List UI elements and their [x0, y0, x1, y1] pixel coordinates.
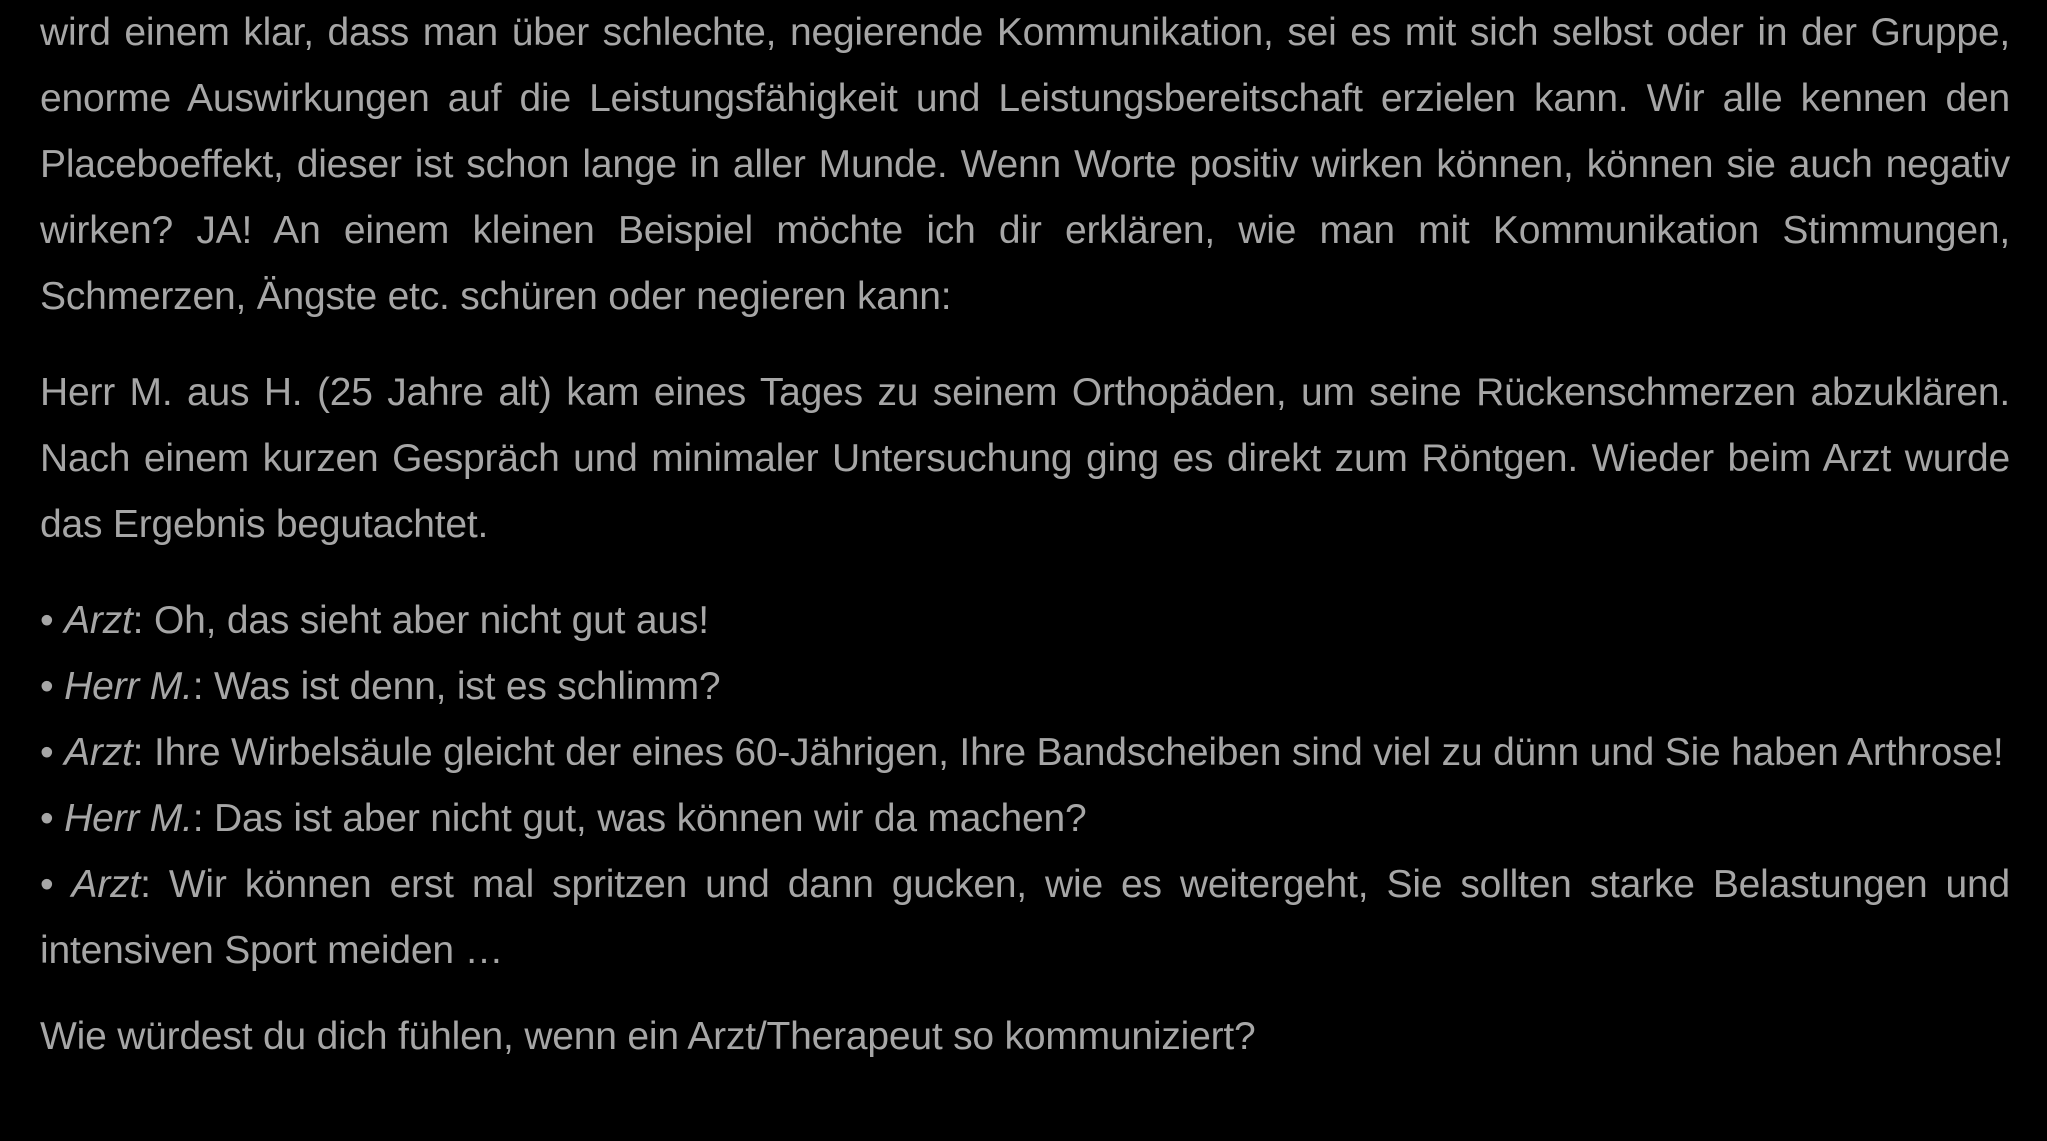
bullet-icon: • — [40, 599, 54, 642]
dialog-separator: : — [132, 731, 144, 774]
dialog-speaker: Herr M. — [64, 797, 193, 840]
dialog-speaker: Herr M. — [64, 665, 193, 708]
dialog-separator: : — [132, 599, 144, 642]
bullet-icon: • — [40, 863, 54, 906]
dialog-separator: : — [192, 797, 204, 840]
dialog-line: Oh, das sieht aber nicht gut aus! — [153, 599, 709, 642]
dialog-line: Das ist aber nicht gut, was können wir da machen? — [213, 797, 1087, 840]
bullet-icon: • — [40, 797, 54, 840]
dialog-line: Wir können erst mal spritzen und dann gucken, wie es weitergeht, Sie sollten starke Belastungen und intensiven Sport meiden … — [40, 863, 2010, 972]
dialog-line: Was ist denn, ist es schlimm? — [213, 665, 721, 708]
dialog-item-4 — [40, 786, 2010, 852]
dialog-speaker: Arzt — [64, 599, 133, 642]
bullet-icon: • — [40, 665, 54, 708]
dialog-separator: : — [192, 665, 204, 708]
story-paragraph: Herr M. aus H. (25 Jahre alt) kam eines Tages zu seinem Orthopäden, um seine Rückenschmerzen abzuklären. Nach einem kurzen Gespräch und minimaler Untersuchung ging es direkt zum Röntgen. Wieder beim Arzt wurde das Ergebnis begutachtet. — [40, 371, 2010, 546]
dialog-list — [40, 588, 2010, 984]
dialog-speaker: Arzt — [71, 863, 141, 906]
dialog-speaker: Arzt — [64, 731, 133, 774]
dialog-separator: : — [140, 863, 151, 906]
intro-paragraph: wird einem klar, dass man über schlechte, negierende Kommunikation, sei es mit sich selbst oder in der Gruppe, enorme Auswirkungen auf die Leistungsfähigkeit und Leistungsbereitschaft erzielen kann. Wir alle kennen den Placeboeffekt, dieser ist schon lange in aller Munde. Wenn Worte positiv wirken können, können sie auch negativ wirken? JA! An einem kleinen Beispiel möchte ich dir erklären, wie man mit Kommunikation Stimmungen, Schmerzen, Ängste etc. schüren oder negieren kann: — [40, 11, 2010, 318]
dialog-item-3 — [40, 720, 2010, 786]
dialog-item-1 — [40, 588, 2010, 654]
dialog-item-5 — [40, 852, 2010, 984]
bullet-icon: • — [40, 731, 54, 774]
closing-question: Wie würdest du dich fühlen, wenn ein Arzt/Therapeut so kommuniziert? — [40, 1015, 1256, 1058]
dialog-item-2 — [40, 654, 2010, 720]
dialog-line: Ihre Wirbelsäule gleicht der eines 60-Jährigen, Ihre Bandscheiben sind viel zu dünn und Sie haben Arthrose! — [153, 731, 2004, 774]
